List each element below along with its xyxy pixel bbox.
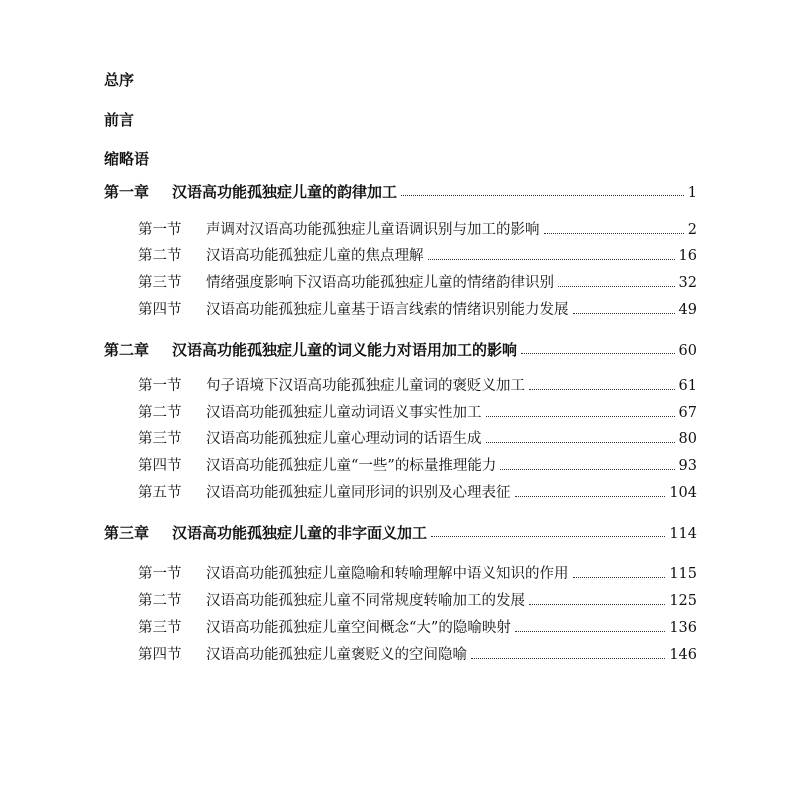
toc-section-1-2 (138, 245, 697, 267)
dot-leader (486, 416, 675, 417)
section-title: 汉语高功能孤独症儿童基于语言线索的情绪识别能力发展 (206, 302, 569, 318)
section-number: 第二节 (138, 248, 182, 264)
page-number: 114 (669, 526, 697, 542)
dot-leader (431, 536, 665, 537)
toc-section-1-1 (138, 219, 697, 241)
dot-leader (515, 631, 665, 632)
section-number: 第四节 (138, 647, 182, 663)
section-number: 第三节 (138, 275, 182, 291)
section-number: 第一节 (138, 378, 182, 394)
section-number: 第二节 (138, 593, 182, 609)
toc-section-1-4 (138, 299, 697, 321)
chapter-number: 第一章 (104, 183, 150, 201)
dot-leader (558, 286, 675, 287)
section-number: 第四节 (138, 302, 182, 318)
toc-section-3-4 (138, 644, 697, 666)
page-number: 61 (678, 378, 697, 394)
section-number: 第一节 (138, 222, 182, 238)
section-number: 第一节 (138, 566, 182, 582)
section-title: 汉语高功能孤独症儿童同形词的识别及心理表征 (206, 485, 511, 501)
section-title: 声调对汉语高功能孤独症儿童语调识别与加工的影响 (206, 222, 540, 238)
dot-leader (529, 604, 665, 605)
page-number: 32 (678, 275, 697, 291)
page-number: 136 (669, 620, 697, 636)
dot-leader (544, 233, 684, 234)
dot-leader (573, 313, 675, 314)
section-title: 汉语高功能孤独症儿童的焦点理解 (206, 248, 424, 264)
page-number: 146 (669, 647, 697, 663)
toc-section-3-2 (138, 590, 697, 612)
dot-leader (515, 496, 666, 497)
toc-section-2-2 (138, 402, 697, 424)
page-number: 125 (669, 593, 697, 609)
dot-leader (428, 259, 675, 260)
section-number: 第三节 (138, 620, 182, 636)
dot-leader (521, 353, 675, 354)
front-matter-preface-general: 总序 (104, 71, 135, 89)
dot-leader (573, 577, 666, 578)
chapter-title: 汉语高功能孤独症儿童的韵律加工 (172, 183, 398, 201)
section-title: 汉语高功能孤独症儿童心理动词的话语生成 (206, 431, 482, 447)
section-title: 汉语高功能孤独症儿童不同常规度转喻加工的发展 (206, 593, 525, 609)
page-number: 67 (678, 405, 697, 421)
toc-section-1-3 (138, 272, 697, 294)
section-number: 第四节 (138, 458, 182, 474)
chapter-number: 第三章 (104, 524, 150, 542)
chapter-title: 汉语高功能孤独症儿童的非字面义加工 (172, 524, 428, 542)
page-number: 115 (669, 566, 697, 582)
section-title: 汉语高功能孤独症儿童“一些”的标量推理能力 (206, 458, 497, 474)
page-number: 2 (687, 222, 697, 238)
dot-leader (401, 195, 684, 196)
page-number: 16 (678, 248, 697, 264)
toc-section-2-3 (138, 428, 697, 450)
toc-section-2-4 (138, 455, 697, 477)
section-number: 第二节 (138, 405, 182, 421)
toc-section-3-1 (138, 563, 697, 585)
section-title: 汉语高功能孤独症儿童隐喻和转喻理解中语义知识的作用 (206, 566, 569, 582)
page-number: 49 (678, 302, 697, 318)
section-title: 汉语高功能孤独症儿童褒贬义的空间隐喻 (206, 647, 467, 663)
dot-leader (471, 658, 665, 659)
page-number: 60 (678, 343, 697, 359)
section-number: 第五节 (138, 485, 182, 501)
chapter-number: 第二章 (104, 341, 150, 359)
chapter-title: 汉语高功能孤独症儿童的词义能力对语用加工的影响 (172, 341, 518, 359)
section-number: 第三节 (138, 431, 182, 447)
toc-chapter-2 (104, 339, 697, 361)
page-number: 1 (687, 185, 697, 201)
page-number: 93 (678, 458, 697, 474)
dot-leader (529, 389, 675, 390)
front-matter-abbreviations: 缩略语 (104, 150, 150, 168)
section-title: 汉语高功能孤独症儿童动词语义事实性加工 (206, 405, 482, 421)
toc-section-2-5 (138, 482, 697, 504)
section-title: 情绪强度影响下汉语高功能孤独症儿童的情绪韵律识别 (206, 275, 554, 291)
front-matter-foreword: 前言 (104, 111, 135, 129)
page-number: 104 (669, 485, 697, 501)
section-title: 汉语高功能孤独症儿童空间概念“大”的隐喻映射 (206, 620, 511, 636)
page-number: 80 (678, 431, 697, 447)
toc-section-2-1 (138, 375, 697, 397)
dot-leader (486, 442, 675, 443)
toc-chapter-3 (104, 522, 697, 544)
section-title: 句子语境下汉语高功能孤独症儿童词的褒贬义加工 (206, 378, 525, 394)
toc-section-3-3 (138, 617, 697, 639)
dot-leader (500, 469, 674, 470)
toc-chapter-1 (104, 181, 697, 203)
